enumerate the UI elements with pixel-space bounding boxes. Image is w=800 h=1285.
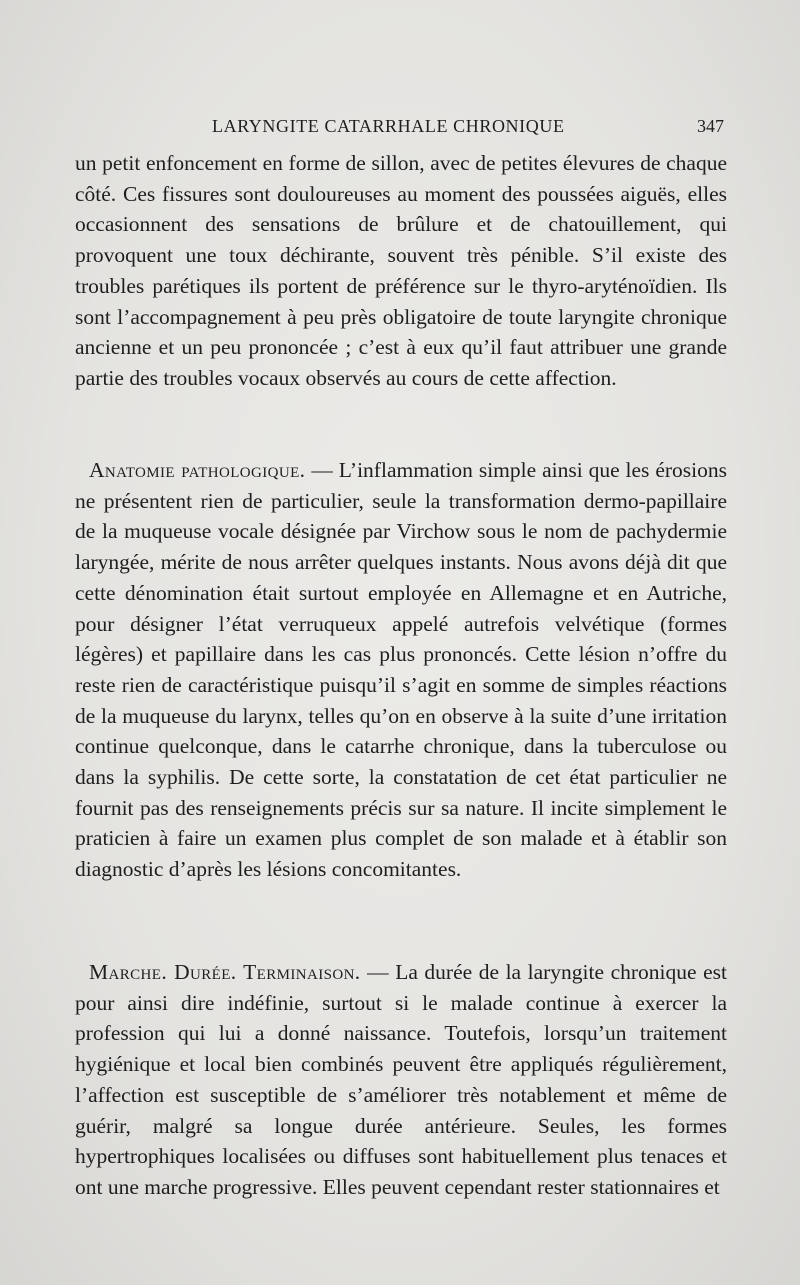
section-heading: Anatomie pathologique. [89, 458, 306, 482]
section-heading: Marche. Durée. Terminaison. [89, 960, 361, 984]
running-title: LARYNGITE CATARRHALE CHRONIQUE [212, 116, 565, 136]
paragraph-continuation [75, 148, 727, 394]
page-header [212, 116, 732, 142]
section-pathological-anatomy [75, 455, 727, 885]
paragraph-text: — La durée de la laryngite chronique est pour ainsi dire indéfinie, surtout si le malade continue à exercer la profession qui lui a donné naissance. Toutefois, lorsqu’un traitement hygiénique et local bien combinés peuvent être appliqués régulièrement, l’affection est susceptible de s’améliorer très notablement et même de guérir, malgré sa longue durée antérieure. Seules, les formes hypertrophiques localisées ou diffuses sont habituellement plus tenaces et ont une marche progressive. Elles peuvent cependant rester stationnaires et [75, 960, 728, 1199]
section-course-duration [75, 957, 727, 1203]
paragraph-text: un petit enfoncement en forme de sillon, avec de petites élevures de chaque côté. Ces fissures sont douloureuses au moment des poussées aiguës, elles occasionnent des sensations de brûlure et de chatouillement, qui provoquent une toux déchirante, souvent très pénible. S’il existe des troubles parétiques ils portent de préférence sur le thyro-aryténoïdien. Ils sont l’accompagnement à peu près obligatoire de toute laryngite chronique ancienne et un peu prononcée ; c’est à eux qu’il faut attribuer une grande partie des troubles vocaux observés au cours de cette affection. [75, 151, 727, 390]
page-number: 347 [697, 116, 724, 136]
paragraph-text: — L’inflammation simple ainsi que les érosions ne présentent rien de particulier, seule la transformation dermo-papillaire de la muqueuse vocale désignée par Virchow sous le nom de pachydermie laryngée, mérite de nous arrêter quelques instants. Nous avons déjà dit que cette dénomination était surtout employée en Allemagne et en Autriche, pour désigner l’état verruqueux appelé autrefois velvétique (formes légères) et papillaire dans les cas plus prononcés. Cette lésion n’offre du reste rien de caractéristique puisqu’il s’agit en somme de simples réactions de la muqueuse du larynx, telles qu’on en observe à la suite d’une irritation continue quelconque, dans le catarrhe chronique, dans la tuberculose ou dans la syphilis. De cette sorte, la constatation de cet état particulier ne fournit pas des renseignements précis sur sa nature. Il incite simplement le praticien à faire un examen plus complet de son malade et à établir son diagnostic d’après les lésions concomitantes. [75, 458, 727, 882]
